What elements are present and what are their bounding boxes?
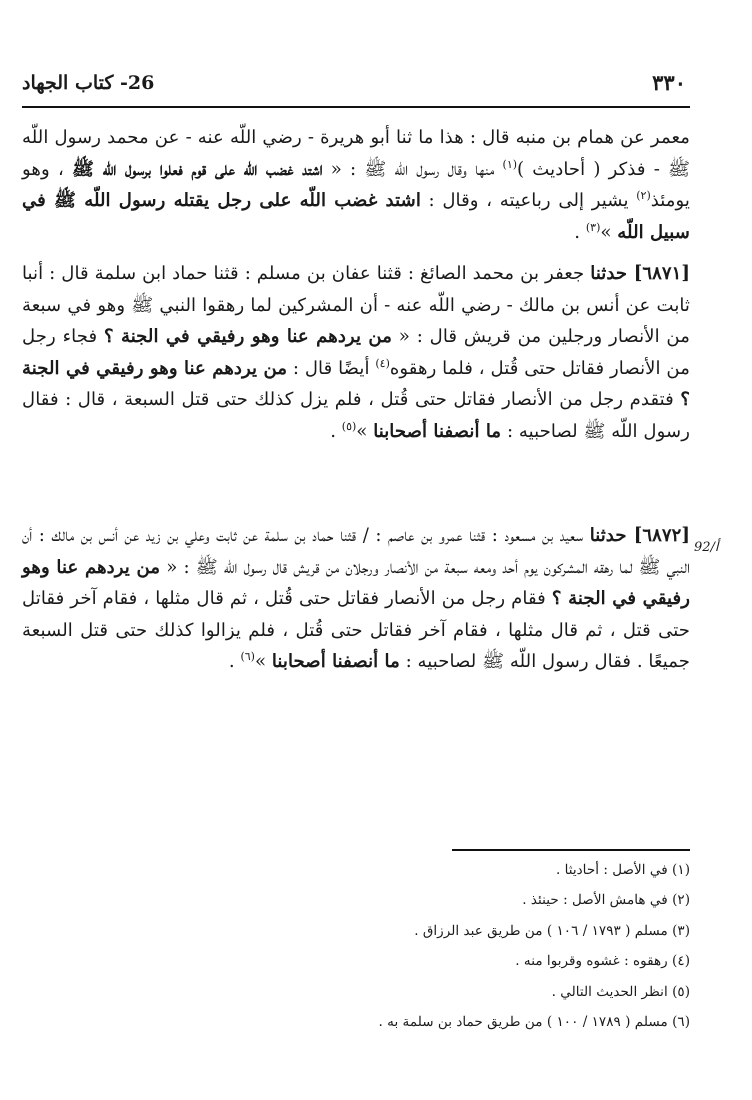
hadith-quote: ما أنصفنا أصحابنا: [373, 420, 502, 442]
text-run: »: [356, 420, 374, 442]
footnote-ref: (٢): [636, 189, 651, 203]
text-run: ، وهو يومئذ: [22, 158, 690, 212]
footnote-6: (٦) مسلم ( ١٧٨٩ / ١٠٠ ) من طريق حماد بن سلمة به .: [378, 1014, 690, 1031]
hadith-lead: حدثنا: [590, 263, 634, 284]
header-rule: [22, 106, 690, 108]
hadith-lead: حدثنا: [589, 525, 634, 546]
hadith-6871: [22, 258, 690, 520]
footnote-4: (٤) رهقوه : غشوه وقربوا منه .: [515, 953, 690, 970]
hadith-quote: من يردهم عنا وهو رفيقي في الجنة ؟: [22, 357, 690, 411]
text-run: فجاء رجل من الأنصار فقاتل حتى قُتل ، فلما رهقوه: [22, 326, 690, 379]
hadith-quote: اشتد غضب اللّه على قوم فعلوا برسول اللّه ﷺ: [71, 158, 323, 180]
footnote-ref: (٥): [341, 419, 357, 433]
text-run: فتقدم رجل من الأنصار فقاتل حتى قُتل ، فلم يزل كذلك حتى قتل السبعة ، قال : فقال رسول اللّه ﷺ لصاحبيه :: [22, 389, 690, 442]
footnote-ref: (٦): [240, 650, 255, 664]
footnote-1: (١) في الأصل : أحاديثا .: [555, 862, 690, 878]
text-run: يشير إلى رباعيته ، وقال :: [420, 190, 637, 212]
hadith-number: [٦٨٧٢]: [633, 525, 690, 546]
hadith-quote: ما أنصفنا أصحابنا: [271, 651, 400, 673]
text-run: »: [600, 221, 618, 243]
text-run: .: [574, 221, 586, 243]
paragraph-continuation: [22, 122, 690, 258]
hadith-number: [٦٨٧١]: [633, 263, 690, 284]
footnote-ref: (٣): [585, 220, 601, 234]
footnotes: [22, 855, 690, 1037]
page-header: [22, 70, 690, 104]
page-number: ٣٣٠: [652, 70, 686, 95]
text-run: »: [254, 651, 272, 673]
hadith-quote: اشتد غضب اللّه على رجل يقتله رسول اللّه ﷺ في سبيل اللّه: [22, 190, 690, 243]
chapter-title: 26- كتاب الجهاد: [22, 72, 155, 94]
footnote-ref: (١): [502, 157, 518, 171]
margin-folio-note: أ/92: [694, 540, 719, 555]
text-run: منها وقال رسول اللّه ﷺ : «: [322, 158, 503, 180]
hadith-quote: من يردهم عنا وهو رفيقي في الجنة ؟: [103, 326, 392, 348]
footnote-separator: [452, 849, 690, 851]
main-text: [22, 122, 690, 780]
footnote-5: (٥) انظر الحديث التالي .: [551, 983, 690, 1000]
footnote-ref: (٤): [375, 356, 390, 370]
text-run: سعيد بن مسعود : قثنا عمرو بن عاصم : / قثنا حماد بن سلمة عن ثابت وعلي بن زيد عن أنس بن مالك : أن النبي ﷺ لما رهقه المشركون يوم أحد ومعه سبعة من الأنصار ورجلان من قريش قال رسول اللّه ﷺ : «: [22, 525, 690, 578]
footnote-2: (٢) في هامش الأصل : حينئذ .: [522, 892, 690, 909]
hadith-6872: [22, 520, 690, 780]
text-run: .: [228, 651, 241, 673]
text-run: .: [330, 420, 342, 442]
text-run: أيضًا قال :: [287, 357, 376, 379]
text-run: فقام رجل من الأنصار فقاتل حتى قُتل ، ثم قال مثلها ، فقام آخر فقاتل حتى قتل ، ثم قال مثلها ، فقام آخر فقاتل حتى قُتل ، فلم يزالوا كذلك حتى قتل السبعة جميعًا . فقال رسول اللّه ﷺ لصاحبيه :: [22, 588, 690, 673]
text-run: جعفر بن محمد الصائغ : قثنا عفان بن مسلم : قثنا حماد ابن سلمة قال : أنبا ثابت عن أنس بن مالك - رضي اللّه عنه - أن المشركين لما رهقوا النبي ﷺ وهو في سبعة من الأنصار ورجلين من قريش قال : «: [22, 263, 691, 348]
hadith-quote: من يردهم عنا وهو رفيقي في الجنة ؟: [22, 556, 690, 610]
footnote-3: (٣) مسلم ( ١٧٩٣ / ١٠٦ ) من طريق عبد الرزاق .: [414, 922, 690, 939]
text-run: معمر عن همام بن منبه قال : هذا ما ثنا أبو هريرة - رضي اللّه عنه - عن محمد رسول اللّه ﷺ - فذكر ( أحاديث ): [22, 127, 690, 180]
